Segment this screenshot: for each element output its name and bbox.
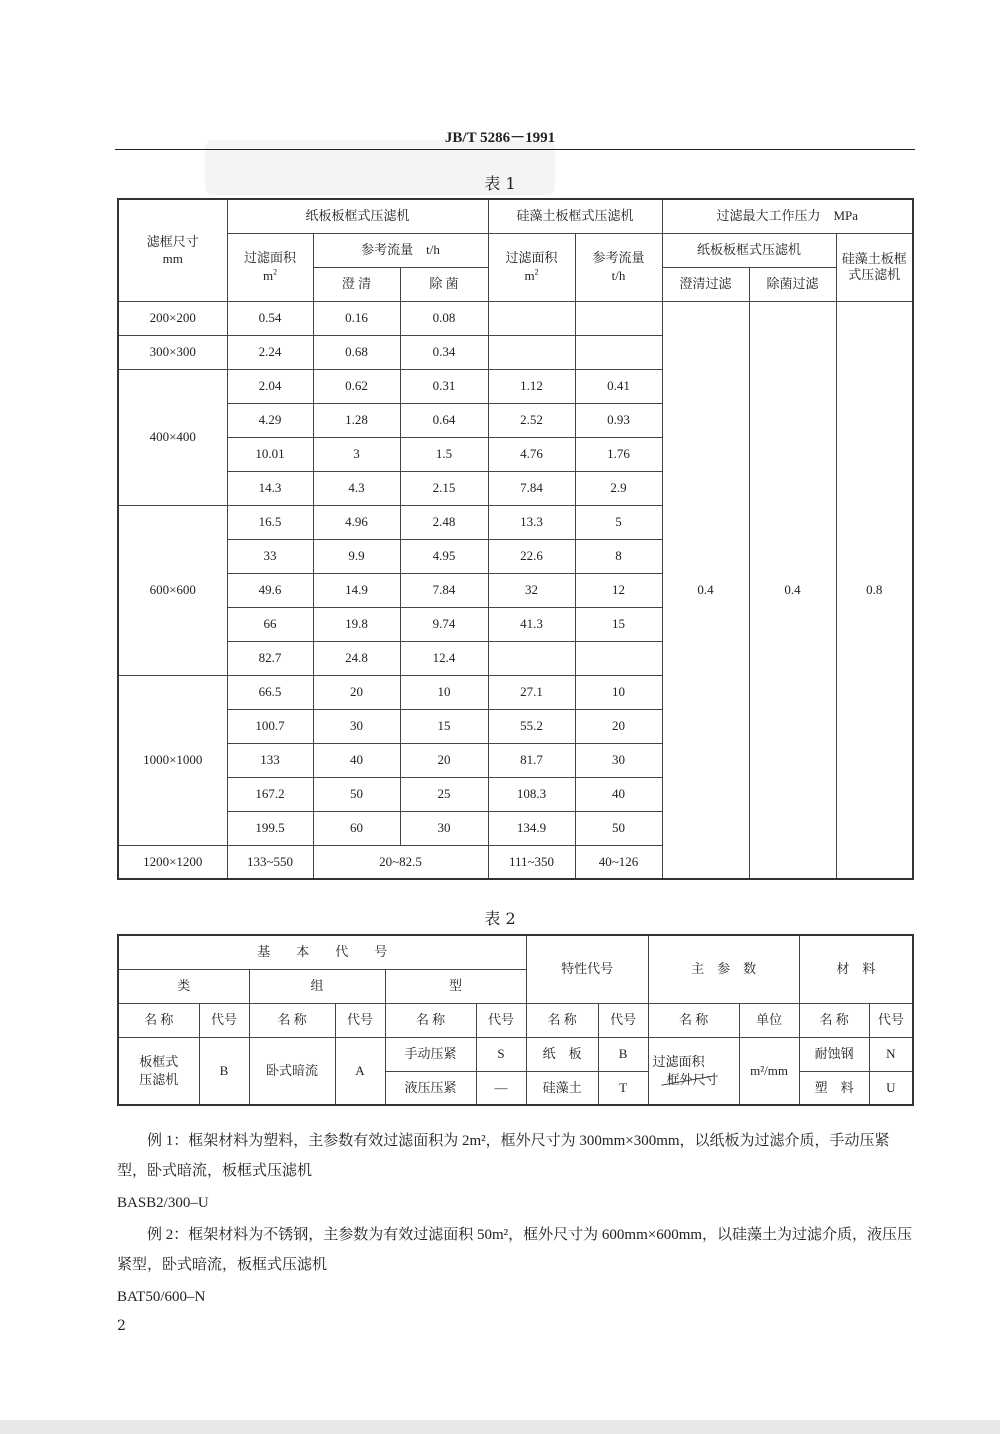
- header-p-paper: 纸板板框式压滤机: [662, 233, 836, 267]
- filter-area: 0.54: [227, 301, 313, 335]
- diat-flow: 2.9: [575, 471, 662, 505]
- diat-area: 111~350: [488, 845, 575, 879]
- diat-flow: [575, 335, 662, 369]
- header-d-flow-label: 参考流量: [592, 250, 645, 266]
- flow-sterile: 0.08: [400, 301, 488, 335]
- diat-area: 32: [488, 573, 575, 607]
- frame-size: 400×400: [118, 369, 227, 505]
- material-name: 塑 料: [799, 1071, 869, 1105]
- code-col: 代号: [199, 1003, 249, 1037]
- filter-area: 2.04: [227, 369, 313, 403]
- table-1: [117, 198, 914, 880]
- flow-sterile: 1.5: [400, 437, 488, 471]
- diat-area: 7.84: [488, 471, 575, 505]
- page-number: 2: [117, 1318, 126, 1334]
- code-col: 代号: [869, 1003, 913, 1037]
- diat-area: [488, 641, 575, 675]
- group-header: 组: [249, 969, 385, 1003]
- diat-flow: 12: [575, 573, 662, 607]
- material-header: 材 料: [799, 935, 913, 1003]
- flow-sterile: 20: [400, 743, 488, 777]
- diat-flow: 8: [575, 539, 662, 573]
- standard-header: JB/T 5286－1991: [444, 130, 556, 146]
- flow-sterile: 2.48: [400, 505, 488, 539]
- diat-area: 108.3: [488, 777, 575, 811]
- header-size-label: 滤框尺寸: [146, 233, 199, 249]
- flow-clarify: 40: [313, 743, 400, 777]
- header-paper: 纸板板框式压滤机: [227, 199, 488, 233]
- code-col: 代号: [598, 1003, 648, 1037]
- feature-header: 特性代号: [526, 935, 648, 1003]
- filter-area: 133~550: [227, 845, 313, 879]
- diat-flow: [575, 641, 662, 675]
- flow-sterile: 9.74: [400, 607, 488, 641]
- filter-area: 49.6: [227, 573, 313, 607]
- diat-area: 2.52: [488, 403, 575, 437]
- header-d-area: 过滤面积 $m^2$: [488, 233, 575, 301]
- diat-flow: 15: [575, 607, 662, 641]
- header-p-diat: 硅藻土板框式压滤机: [836, 233, 913, 301]
- filter-area: 16.5: [227, 505, 313, 539]
- table2-caption: 表 2: [484, 909, 516, 928]
- pressure-diat: 0.8: [836, 301, 913, 879]
- frame-size: 200×200: [118, 301, 227, 335]
- header-clarify: 澄 清: [313, 267, 400, 301]
- example-2-code: BAT50/600–N: [117, 1289, 206, 1305]
- flow-clarify: 0.62: [313, 369, 400, 403]
- flow-clarify: 3: [313, 437, 400, 471]
- flow-range: 20~82.5: [313, 845, 488, 879]
- type-name: 手动压紧: [385, 1037, 476, 1071]
- diat-flow: 10: [575, 675, 662, 709]
- flow-clarify: 14.9: [313, 573, 400, 607]
- filter-area: 10.01: [227, 437, 313, 471]
- diat-flow: 40: [575, 777, 662, 811]
- diat-area: 27.1: [488, 675, 575, 709]
- flow-clarify: 30: [313, 709, 400, 743]
- examples-section: [117, 1126, 917, 1314]
- flow-sterile: 15: [400, 709, 488, 743]
- filter-area: 14.3: [227, 471, 313, 505]
- type-name: 液压压紧: [385, 1071, 476, 1105]
- filter-area: 167.2: [227, 777, 313, 811]
- pressure-sterile: 0.4: [749, 301, 836, 879]
- diat-area: [488, 301, 575, 335]
- header-area: 过滤面积 $m^2$: [227, 233, 313, 301]
- filter-area: 66: [227, 607, 313, 641]
- flow-sterile: 2.15: [400, 471, 488, 505]
- flow-clarify: 50: [313, 777, 400, 811]
- class-header: 类: [118, 969, 249, 1003]
- diat-area: [488, 335, 575, 369]
- header-rule: [115, 149, 915, 150]
- name-col: 名 称: [385, 1003, 476, 1037]
- flow-sterile: 12.4: [400, 641, 488, 675]
- flow-clarify: 0.68: [313, 335, 400, 369]
- flow-clarify: 0.16: [313, 301, 400, 335]
- material-name: 耐蚀钢: [799, 1037, 869, 1071]
- diat-flow: [575, 301, 662, 335]
- header-flow: 参考流量 t/h: [313, 233, 488, 267]
- diat-flow: 30: [575, 743, 662, 777]
- flow-clarify: 4.96: [313, 505, 400, 539]
- diat-flow: 40~126: [575, 845, 662, 879]
- filter-area: 4.29: [227, 403, 313, 437]
- flow-clarify: 9.9: [313, 539, 400, 573]
- diat-flow: 1.76: [575, 437, 662, 471]
- frame-size: 1200×1200: [118, 845, 227, 879]
- header-d-flow-unit: t/h: [611, 268, 626, 283]
- diat-flow: 50: [575, 811, 662, 845]
- group-code: A: [335, 1037, 385, 1105]
- header-p-clarify: 澄清过滤: [662, 267, 749, 301]
- header-area-label: 过滤面积: [243, 250, 296, 266]
- header-sterile: 除 菌: [400, 267, 488, 301]
- class-code: B: [199, 1037, 249, 1105]
- flow-sterile: 7.84: [400, 573, 488, 607]
- flow-sterile: 0.64: [400, 403, 488, 437]
- header-area-unit: m: [262, 268, 274, 283]
- header-size-unit: mm: [162, 251, 183, 267]
- name-col: 名 称: [118, 1003, 199, 1037]
- name-col: 名 称: [249, 1003, 335, 1037]
- table-2: [117, 934, 914, 1106]
- feature-code: B: [598, 1037, 648, 1071]
- header-size: [118, 199, 227, 301]
- filter-area: 100.7: [227, 709, 313, 743]
- diat-area: 55.2: [488, 709, 575, 743]
- flow-sterile: 10: [400, 675, 488, 709]
- diat-flow: 20: [575, 709, 662, 743]
- header-p-sterile: 除菌过滤: [749, 267, 836, 301]
- param-name-1: 过滤面积: [652, 1054, 705, 1070]
- example-1-code: BASB2/300–U: [117, 1195, 209, 1211]
- diat-area: 1.12: [488, 369, 575, 403]
- header-diatomite: 硅藻土板框式压滤机: [488, 199, 662, 233]
- frame-size: 600×600: [118, 505, 227, 675]
- material-code: U: [869, 1071, 913, 1105]
- class-name: 板框式压滤机: [118, 1037, 199, 1105]
- diat-flow: 0.41: [575, 369, 662, 403]
- unit-col: 单位: [739, 1003, 799, 1037]
- header-d-flow: [575, 233, 662, 301]
- flow-clarify: 60: [313, 811, 400, 845]
- param-name-2: 框外尺寸: [666, 1071, 719, 1087]
- filter-area: 82.7: [227, 641, 313, 675]
- diat-area: 22.6: [488, 539, 575, 573]
- basic-code-header: 基 本 代 号: [118, 935, 526, 969]
- pressure-clarify: 0.4: [662, 301, 749, 879]
- frame-size: 300×300: [118, 335, 227, 369]
- filter-area: 33: [227, 539, 313, 573]
- diat-area: 134.9: [488, 811, 575, 845]
- name-col: 名 称: [526, 1003, 598, 1037]
- code-col: 代号: [476, 1003, 526, 1037]
- flow-clarify: 4.3: [313, 471, 400, 505]
- name-col: 名 称: [799, 1003, 869, 1037]
- material-code: N: [869, 1037, 913, 1071]
- header-d-area-unit: m: [524, 268, 535, 283]
- group-name: 卧式暗流: [249, 1037, 335, 1105]
- param-name: [648, 1037, 739, 1105]
- filter-area: 2.24: [227, 335, 313, 369]
- param-unit: m²/mm: [739, 1037, 799, 1105]
- filter-area: 199.5: [227, 811, 313, 845]
- feature-name: 纸 板: [526, 1037, 598, 1071]
- flow-clarify: 20: [313, 675, 400, 709]
- type-header: 型: [385, 969, 526, 1003]
- flow-clarify: 1.28: [313, 403, 400, 437]
- param-header: 主 参 数: [648, 935, 799, 1003]
- table1-caption: 表 1: [484, 174, 516, 193]
- flow-sterile: 30: [400, 811, 488, 845]
- viewer-bottom-bar: [0, 1420, 1000, 1434]
- diat-flow: 5: [575, 505, 662, 539]
- type-code: S: [476, 1037, 526, 1071]
- filter-area: 66.5: [227, 675, 313, 709]
- diat-area: 81.7: [488, 743, 575, 777]
- diat-area: 4.76: [488, 437, 575, 471]
- flow-clarify: 24.8: [313, 641, 400, 675]
- flow-sterile: 0.31: [400, 369, 488, 403]
- type-code: —: [476, 1071, 526, 1105]
- filter-area: 133: [227, 743, 313, 777]
- flow-sterile: 4.95: [400, 539, 488, 573]
- diat-area: 13.3: [488, 505, 575, 539]
- example-1: 例 1：框架材料为塑料，主参数有效过滤面积为 2m²，框外尺寸为 300mm×300mm，以纸板为过滤介质，手动压紧型，卧式暗流，板框式压滤机: [117, 1133, 890, 1179]
- flow-clarify: 19.8: [313, 607, 400, 641]
- diat-flow: 0.93: [575, 403, 662, 437]
- feature-code: T: [598, 1071, 648, 1105]
- flow-sterile: 25: [400, 777, 488, 811]
- table-row: [118, 301, 913, 335]
- frame-size: 1000×1000: [118, 675, 227, 845]
- header-pressure: 过滤最大工作压力 MPa: [662, 199, 913, 233]
- header-d-area-label: 过滤面积: [505, 250, 558, 266]
- diat-area: 41.3: [488, 607, 575, 641]
- name-col: 名 称: [648, 1003, 739, 1037]
- feature-name: 硅藻土: [526, 1071, 598, 1105]
- code-col: 代号: [335, 1003, 385, 1037]
- flow-sterile: 0.34: [400, 335, 488, 369]
- example-2: 例 2：框架材料为不锈钢，主参数为有效过滤面积 50m²，框外尺寸为 600mm×600mm，以硅藻土为过滤介质，液压压紧型，卧式暗流，板框式压滤机: [117, 1227, 913, 1273]
